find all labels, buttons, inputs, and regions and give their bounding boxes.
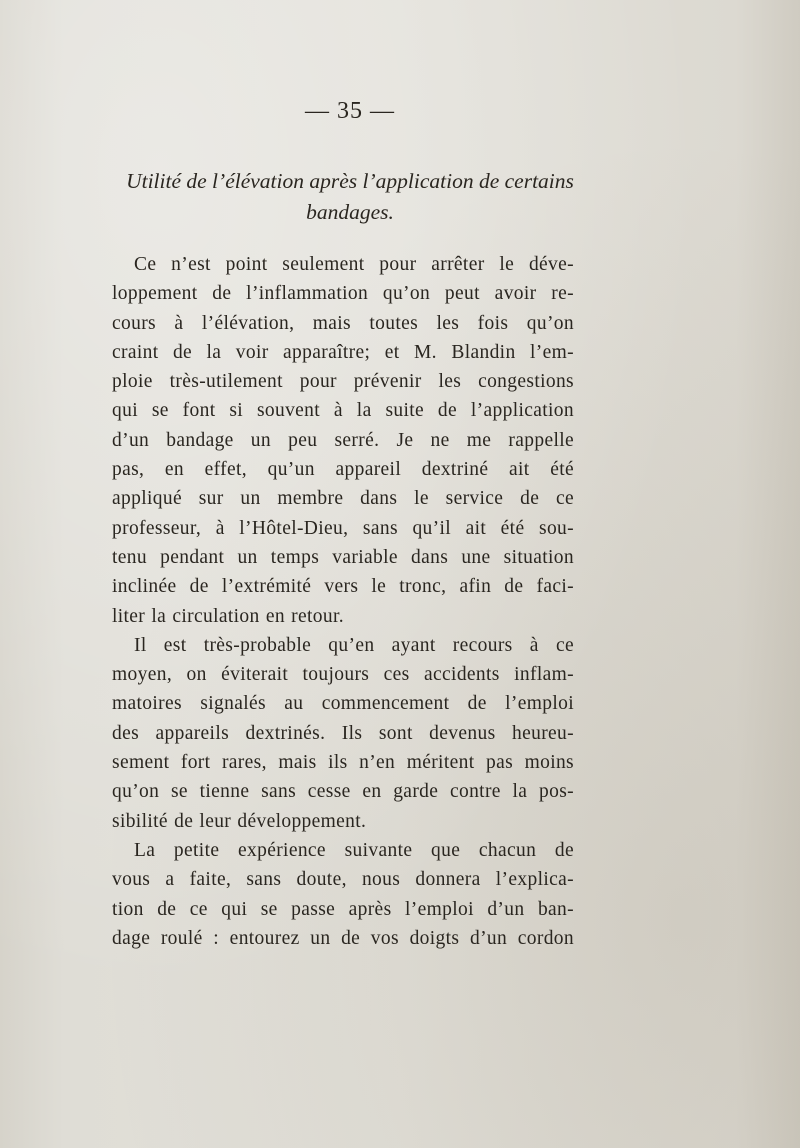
text-line: pas, en effet, qu’un appareil dextriné ait été [112, 459, 574, 481]
body-text [112, 250, 574, 953]
paragraph-1 [112, 250, 574, 631]
text-line: matoires signalés au commencement de l’emploi [112, 693, 574, 715]
text-line: tion de ce qui se passe après l’emploi d’un ban- [112, 898, 574, 920]
text-line: professeur, à l’Hôtel-Dieu, sans qu’il ait été sou- [112, 517, 574, 539]
text-line: sement fort rares, mais ils n’en méritent pas moins [112, 752, 574, 774]
paragraph-3 [112, 836, 574, 953]
text-line: moyen, on éviterait toujours ces accidents inflam- [112, 664, 574, 686]
text-line: La petite expérience suivante que chacun de [134, 839, 574, 861]
text-line: tenu pendant un temps variable dans une situation [112, 546, 574, 568]
paragraph-2 [112, 631, 574, 836]
text-line: sibilité de leur développement. [112, 810, 367, 832]
text-line: craint de la voir apparaître; et M. Blandin l’em- [112, 341, 574, 363]
text-line: qu’on se tienne sans cesse en garde contre la pos- [112, 781, 574, 803]
text-line: inclinée de l’extrémité vers le tronc, afin de faci- [112, 576, 574, 598]
text-line: dage roulé : entourez un de vos doigts d’un cordon [112, 927, 574, 949]
text-line: ploie très-utilement pour prévenir les congestions [112, 371, 574, 393]
text-line: d’un bandage un peu serré. Je ne me rappelle [112, 429, 574, 451]
text-line: liter la circulation en retour. [112, 605, 344, 627]
section-heading: Utilité de l’élévation après l’application de certains bandages. [126, 169, 574, 224]
text-line: cours à l’élévation, mais toutes les fois qu’on [112, 312, 574, 334]
text-line: Il est très-probable qu’en ayant recours à ce [134, 634, 574, 656]
page-number: — 35 — [305, 98, 395, 124]
text-line: appliqué sur un membre dans le service de ce [112, 488, 574, 510]
text-line: Ce n’est point seulement pour arrêter le déve- [134, 254, 574, 275]
text-line: des appareils dextrinés. Ils sont devenus heureu- [112, 722, 574, 744]
text-line: loppement de l’inflammation qu’on peut avoir re- [112, 283, 574, 305]
text-line: vous a faite, sans doute, nous donnera l’explica- [112, 869, 574, 891]
text-line: qui se font si souvent à la suite de l’application [112, 400, 574, 422]
